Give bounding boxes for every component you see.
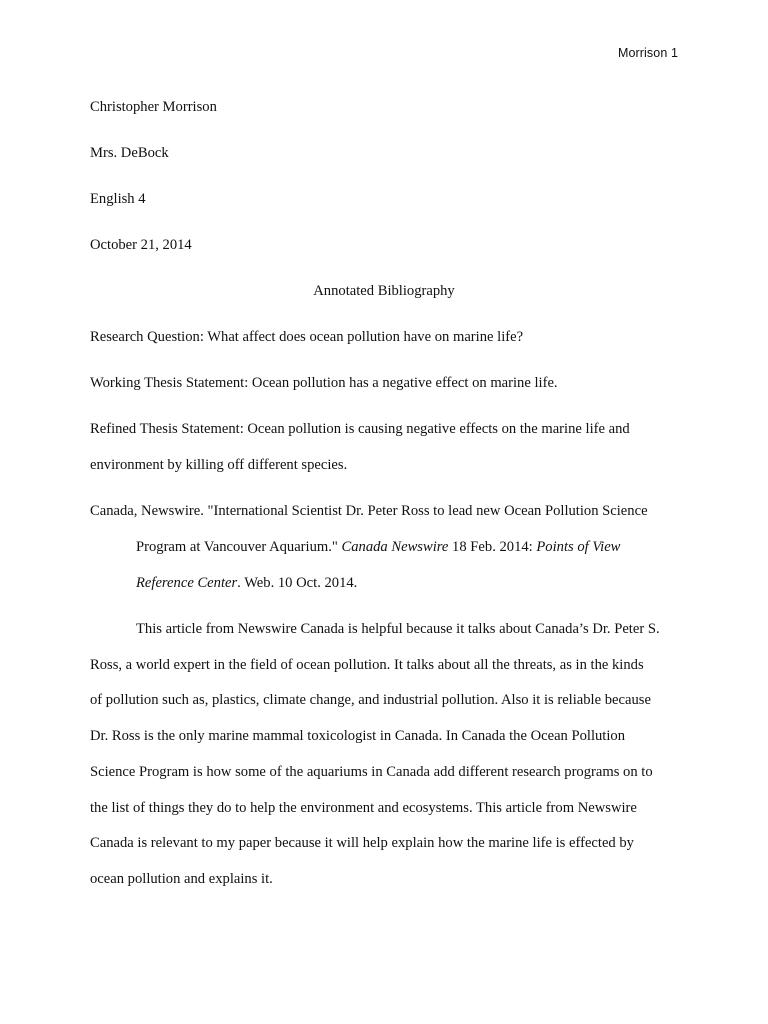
annotation-line-5: Science Program is how some of the aquariums in Canada add different research programs on to — [90, 764, 653, 780]
course-name: English 4 — [90, 191, 146, 207]
citation-database: Reference Center — [136, 575, 238, 591]
research-question: Research Question: What affect does ocean pollution have on marine life? — [90, 329, 524, 345]
refined-thesis-line-1: Refined Thesis Statement: Ocean pollution is causing negative effects on the marine life and — [90, 421, 630, 437]
refined-thesis-line-2: environment by killing off different species. — [90, 457, 348, 473]
annotation-line-8: ocean pollution and explains it. — [90, 871, 273, 887]
running-head: Morrison 1 — [617, 46, 678, 60]
working-thesis: Working Thesis Statement: Ocean pollution has a negative effect on marine life. — [90, 375, 558, 391]
author-name: Christopher Morrison — [90, 99, 217, 115]
annotation-line-2: Ross, a world expert in the field of ocean pollution. It talks about all the threats, as in the kinds — [90, 657, 644, 673]
document-date: October 21, 2014 — [90, 237, 192, 253]
citation-database: Points of View — [536, 539, 621, 555]
citation-line-3 — [136, 574, 357, 592]
citation-journal: Canada Newswire — [341, 539, 449, 555]
citation-text: . Web. 10 Oct. 2014. — [237, 575, 358, 591]
annotation-line-7: Canada is relevant to my paper because it will help explain how the marine life is effected by — [90, 835, 634, 851]
teacher-name: Mrs. DeBock — [90, 145, 169, 161]
annotation-line-3: of pollution such as, plastics, climate change, and industrial pollution. Also it is reliable because — [90, 692, 651, 708]
citation-line-2 — [136, 538, 620, 556]
page-title: Annotated Bibliography — [313, 283, 455, 299]
annotation-line-1: This article from Newswire Canada is helpful because it talks about Canada’s Dr. Peter S. — [136, 621, 660, 637]
annotation-line-6: the list of things they do to help the environment and ecosystems. This article from Newswire — [90, 800, 637, 816]
citation-text: Program at Vancouver Aquarium." — [136, 539, 342, 555]
annotation-line-4: Dr. Ross is the only marine mammal toxicologist in Canada. In Canada the Ocean Pollution — [90, 728, 626, 744]
citation-text: 18 Feb. 2014: — [448, 539, 537, 555]
citation-line-1: Canada, Newswire. "International Scientist Dr. Peter Ross to lead new Ocean Pollution Science — [90, 503, 648, 519]
